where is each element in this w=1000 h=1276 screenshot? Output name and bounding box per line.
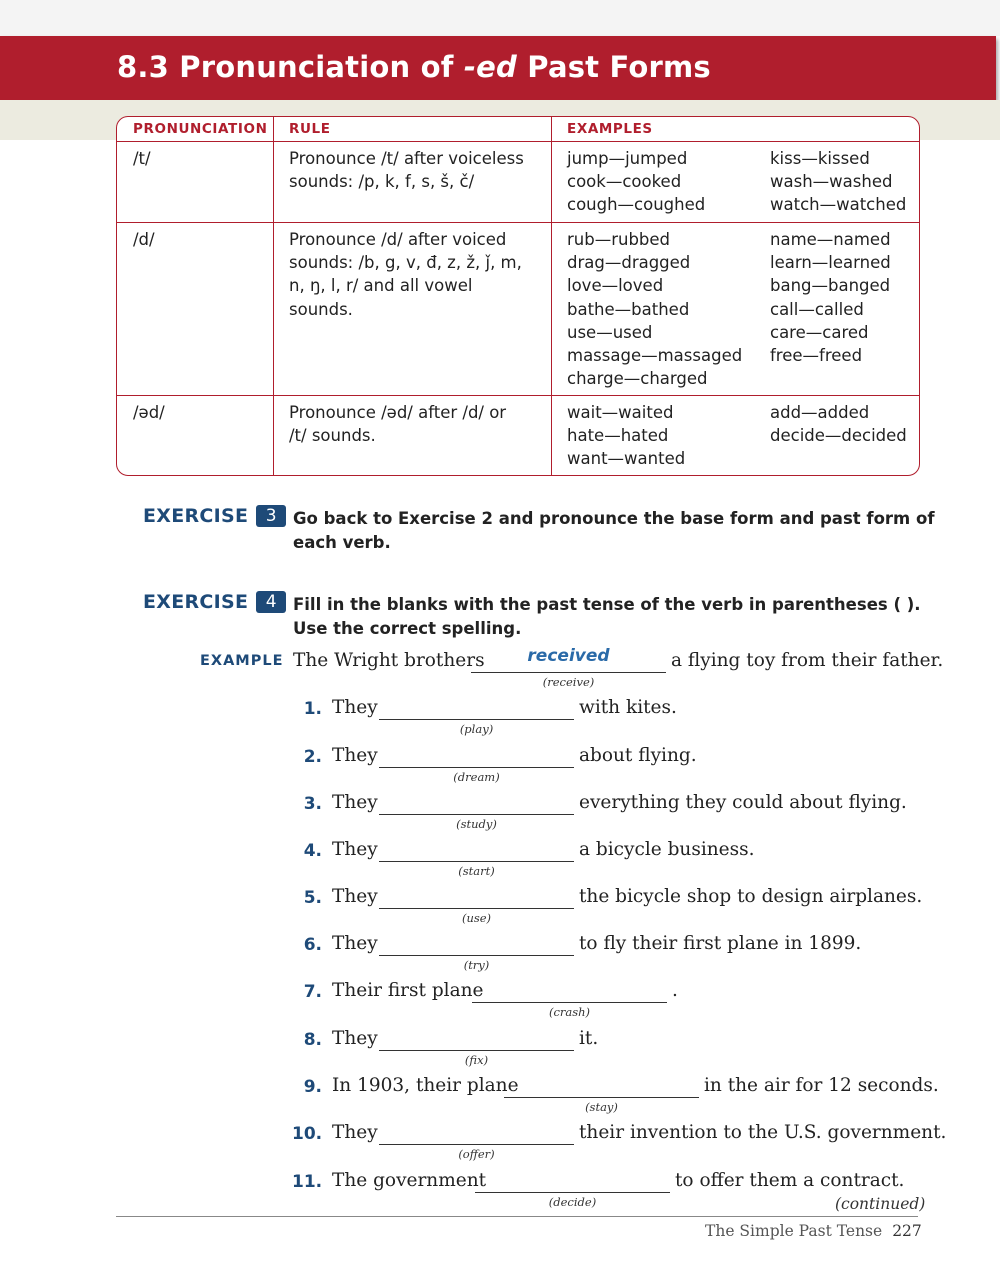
examples-cell bbox=[567, 401, 685, 471]
exercise-3-number: 3 bbox=[256, 505, 286, 527]
exercise-item bbox=[0, 839, 1000, 885]
answer-blank[interactable] bbox=[379, 814, 574, 815]
rule-cell-line: Pronounce /t/ after voiceless bbox=[289, 149, 524, 168]
examples-cell bbox=[567, 228, 742, 390]
exercise-item bbox=[0, 745, 1000, 791]
item-number: 3. bbox=[303, 794, 322, 814]
answer-blank[interactable] bbox=[471, 672, 666, 673]
row-divider bbox=[117, 222, 919, 223]
examples-cell-line: charge—charged bbox=[567, 369, 708, 389]
rule-cell-line: sounds: /p, k, f, s, š, č/ bbox=[289, 172, 475, 192]
sentence-end: the bicycle shop to design airplanes. bbox=[579, 886, 923, 907]
item-number: 4. bbox=[303, 841, 322, 861]
footer-rule bbox=[116, 1216, 918, 1217]
instruction-line: Fill in the blanks with the past tense of the verb in parentheses ( ). bbox=[293, 595, 921, 614]
exercise-item bbox=[0, 1122, 1000, 1168]
answer-blank[interactable] bbox=[472, 1002, 667, 1003]
sentence-start: They bbox=[332, 886, 378, 907]
header-rule: RULE bbox=[289, 121, 331, 137]
pronunciation-cell-line: /əd/ bbox=[133, 403, 165, 422]
rule-cell bbox=[289, 147, 524, 193]
example-line bbox=[0, 646, 1000, 696]
column-divider bbox=[273, 117, 274, 475]
sentence-end: to fly their first plane in 1899. bbox=[579, 933, 862, 954]
answer-blank[interactable] bbox=[379, 767, 574, 768]
example-answer: received bbox=[527, 646, 610, 666]
answer-blank[interactable] bbox=[379, 1144, 574, 1145]
examples-cell bbox=[567, 147, 705, 217]
item-number: 2. bbox=[303, 747, 322, 767]
pronunciation-table bbox=[116, 116, 920, 476]
rule-cell bbox=[289, 228, 522, 321]
exercise-item bbox=[0, 1028, 1000, 1074]
verb-hint: (offer) bbox=[458, 1147, 495, 1161]
chapter-title: The Simple Past Tense bbox=[705, 1222, 883, 1240]
row-divider bbox=[117, 395, 919, 396]
examples-cell-line: watch—watched bbox=[770, 195, 907, 215]
rule-cell-line: /t/ sounds. bbox=[289, 426, 376, 446]
continued-note: (continued) bbox=[835, 1195, 926, 1213]
examples-cell-line: cook—cooked bbox=[567, 172, 682, 192]
item-number: 7. bbox=[303, 982, 322, 1002]
exercise-3-label: EXERCISE 3 bbox=[143, 505, 286, 527]
pronunciation-cell bbox=[133, 401, 165, 424]
examples-cell-line: bathe—bathed bbox=[567, 299, 690, 319]
item-number: 5. bbox=[303, 888, 322, 908]
exercise-item bbox=[0, 792, 1000, 838]
item-number: 9. bbox=[303, 1077, 322, 1097]
sentence-end: to offer them a contract. bbox=[675, 1170, 905, 1191]
examples-cell-line: name—named bbox=[770, 230, 891, 249]
examples-cell-line: call—called bbox=[770, 299, 864, 319]
examples-cell-line: rub—rubbed bbox=[567, 230, 671, 249]
examples-cell bbox=[770, 147, 906, 217]
examples-cell bbox=[770, 401, 907, 447]
verb-hint: (crash) bbox=[548, 1005, 591, 1019]
sentence-start: The Wright brothers bbox=[293, 650, 485, 671]
header-examples: EXAMPLES bbox=[567, 121, 653, 137]
examples-cell-line: wait—waited bbox=[567, 403, 674, 422]
examples-cell-line: free—freed bbox=[770, 346, 863, 366]
sentence-end: their invention to the U.S. government. bbox=[579, 1122, 947, 1143]
sentence-end: it. bbox=[579, 1028, 599, 1049]
examples-cell-line: decide—decided bbox=[770, 426, 907, 446]
sentence-start: They bbox=[332, 792, 378, 813]
instruction-line: Go back to Exercise 2 and pronounce the base form and past form of bbox=[293, 509, 935, 528]
exercise-4-number: 4 bbox=[256, 591, 286, 613]
sentence-end: about flying. bbox=[579, 745, 697, 766]
verb-hint: (fix) bbox=[464, 1053, 489, 1067]
sentence-start: They bbox=[332, 697, 378, 718]
examples-cell-line: jump—jumped bbox=[567, 149, 688, 168]
exercise-4-label: EXERCISE 4 bbox=[143, 591, 286, 613]
rule-cell-line: Pronounce /d/ after voiced bbox=[289, 230, 507, 249]
pronunciation-cell bbox=[133, 228, 155, 251]
examples-cell-line: want—wanted bbox=[567, 449, 686, 469]
top-band bbox=[0, 0, 1000, 36]
answer-blank[interactable] bbox=[504, 1097, 699, 1098]
examples-cell-line: use—used bbox=[567, 322, 653, 342]
answer-blank[interactable] bbox=[379, 861, 574, 862]
verb-hint: (try) bbox=[463, 958, 490, 972]
examples-cell bbox=[770, 228, 891, 367]
exercise-item bbox=[0, 980, 1000, 1026]
rule-cell bbox=[289, 401, 506, 447]
examples-cell-line: add—added bbox=[770, 403, 870, 422]
sentence-start: They bbox=[332, 1028, 378, 1049]
examples-cell-line: learn—learned bbox=[770, 253, 891, 273]
item-number: 10. bbox=[292, 1124, 323, 1144]
answer-blank[interactable] bbox=[379, 1050, 574, 1051]
verb-hint: (stay) bbox=[585, 1100, 618, 1114]
examples-cell-line: hate—hated bbox=[567, 426, 669, 446]
table-header bbox=[117, 117, 919, 142]
example-label: EXAMPLE bbox=[200, 653, 284, 669]
page-number: 227 bbox=[892, 1222, 922, 1240]
sentence-end: a flying toy from their father. bbox=[671, 650, 944, 671]
examples-cell-line: kiss—kissed bbox=[770, 149, 870, 168]
pronunciation-cell-line: /d/ bbox=[133, 230, 155, 249]
rule-cell-line: sounds. bbox=[289, 299, 353, 319]
section-title: 8.3 Pronunciation of -ed Past Forms bbox=[117, 50, 711, 84]
examples-cell-line: wash—washed bbox=[770, 172, 893, 192]
pronunciation-cell-line: /t/ bbox=[133, 149, 151, 168]
rule-cell-line: n, ŋ, l, r/ and all vowel bbox=[289, 276, 473, 296]
answer-blank[interactable] bbox=[379, 908, 574, 909]
answer-blank[interactable] bbox=[475, 1192, 670, 1193]
item-number: 11. bbox=[292, 1172, 323, 1192]
verb-hint: (decide) bbox=[548, 1195, 597, 1209]
sentence-start: They bbox=[332, 745, 378, 766]
sentence-end: in the air for 12 seconds. bbox=[704, 1075, 939, 1096]
item-number: 1. bbox=[303, 699, 322, 719]
exercise-item bbox=[0, 697, 1000, 743]
exercise-item bbox=[0, 1075, 1000, 1121]
sentence-end: . bbox=[672, 980, 678, 1001]
exercise-item bbox=[0, 933, 1000, 979]
page-footer bbox=[705, 1222, 922, 1240]
verb-hint: (start) bbox=[458, 864, 495, 878]
verb-hint: (receive) bbox=[542, 675, 595, 689]
exercise-3-instructions bbox=[293, 507, 935, 554]
examples-cell-line: care—cared bbox=[770, 322, 869, 342]
item-number: 6. bbox=[303, 935, 322, 955]
sentence-end: with kites. bbox=[579, 697, 677, 718]
sentence-start: In 1903, their plane bbox=[332, 1075, 519, 1096]
examples-cell-line: drag—dragged bbox=[567, 253, 691, 273]
sentence-start: They bbox=[332, 933, 378, 954]
pronunciation-cell bbox=[133, 147, 151, 170]
examples-cell-line: massage—massaged bbox=[567, 346, 743, 366]
item-number: 8. bbox=[303, 1030, 322, 1050]
verb-hint: (use) bbox=[461, 911, 492, 925]
sentence-start: They bbox=[332, 839, 378, 860]
rule-cell-line: sounds: /b, g, v, đ, z, ž, ǰ, m, bbox=[289, 253, 522, 273]
verb-hint: (dream) bbox=[453, 770, 500, 784]
sentence-start: They bbox=[332, 1122, 378, 1143]
examples-cell-line: love—loved bbox=[567, 276, 664, 296]
sentence-end: a bicycle business. bbox=[579, 839, 755, 860]
header-pronunciation: PRONUNCIATION bbox=[133, 121, 268, 137]
instruction-line: each verb. bbox=[293, 532, 391, 552]
column-divider bbox=[551, 117, 552, 475]
exercise-item bbox=[0, 886, 1000, 932]
answer-blank[interactable] bbox=[379, 719, 574, 720]
sentence-end: everything they could about flying. bbox=[579, 792, 907, 813]
examples-cell-line: bang—banged bbox=[770, 276, 891, 296]
answer-blank[interactable] bbox=[379, 955, 574, 956]
instruction-line: Use the correct spelling. bbox=[293, 618, 522, 638]
exercise-4-instructions bbox=[293, 593, 921, 640]
examples-cell-line: cough—coughed bbox=[567, 195, 706, 215]
sentence-start: Their first plane bbox=[332, 980, 484, 1001]
sentence-start: The government bbox=[332, 1170, 487, 1191]
verb-hint: (study) bbox=[456, 817, 497, 831]
rule-cell-line: Pronounce /əd/ after /d/ or bbox=[289, 403, 507, 422]
verb-hint: (play) bbox=[459, 722, 494, 736]
